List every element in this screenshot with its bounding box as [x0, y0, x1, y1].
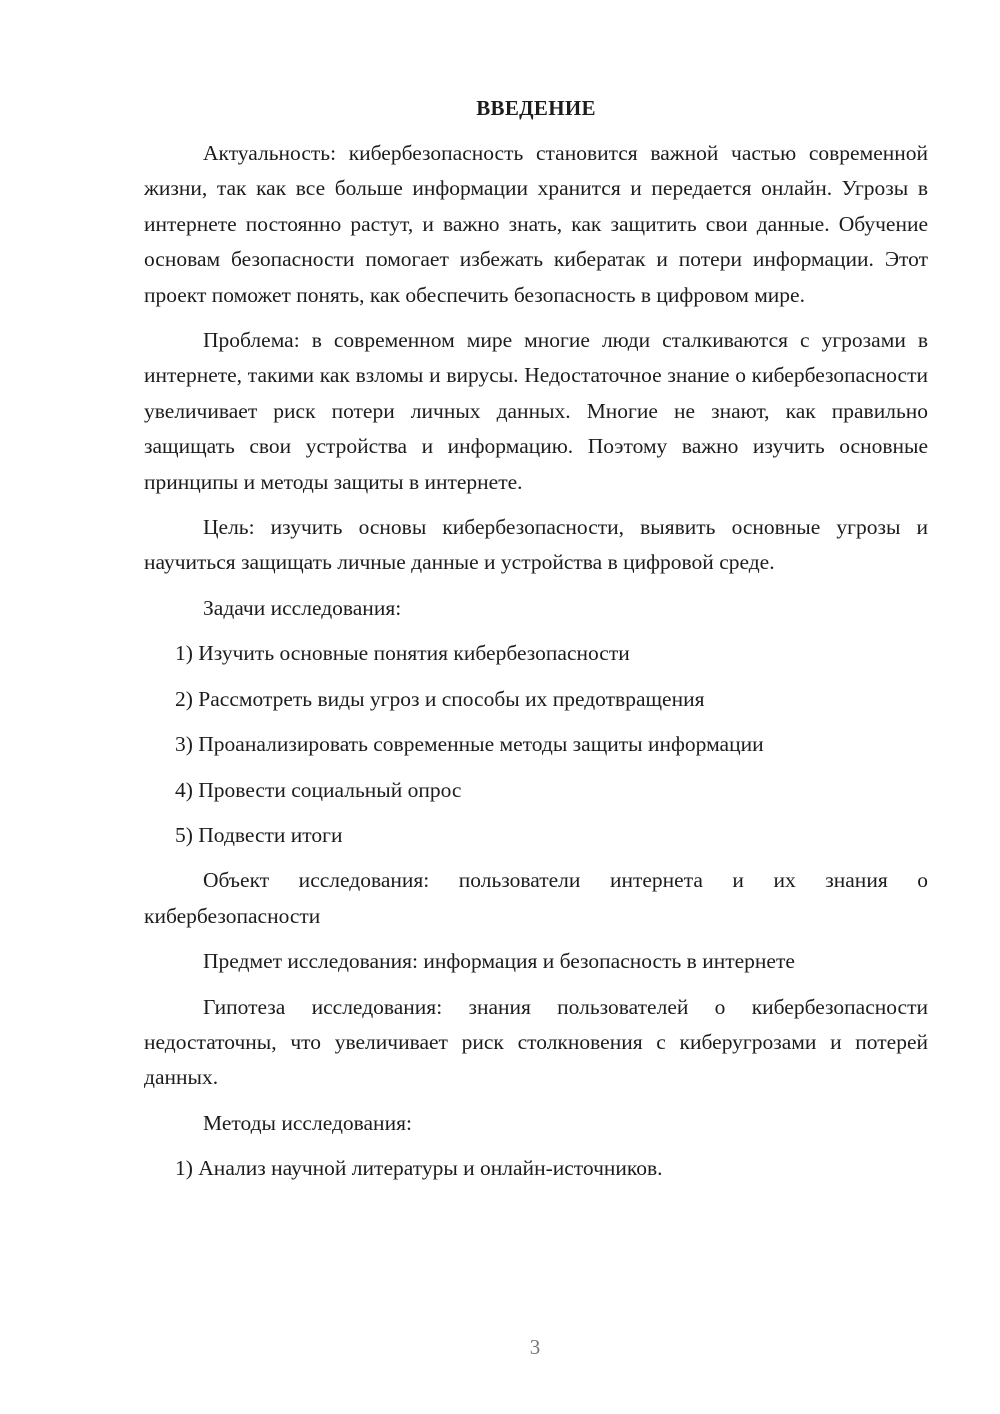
tasks-heading: Задачи исследования:	[203, 595, 402, 620]
task-item: 3) Проанализировать современные методы защиты информации	[175, 732, 764, 757]
hypothesis-paragraph: Гипотеза исследования: знания пользователей о кибербезопасности недостаточны, что увеличивает риск столкновения с киберугрозами и потерей данных.	[144, 994, 928, 1090]
subject-paragraph: Предмет исследования: информация и безопасность в интернете	[203, 949, 795, 974]
relevance-paragraph: Актуальность: кибербезопасность становится важной частью современной жизни, так как все больше информации хранится и передается онлайн. Угрозы в интернете постоянно растут, и важно знать, как защитить свои данные. Обучение основам безопасности помогает избежать кибератак и потери информации. Этот проект поможет понять, как обеспечить безопасность в цифровом мире.	[144, 141, 928, 307]
object-paragraph: Объект исследования: пользователи интернета и их знания о кибербезопасности	[144, 868, 928, 928]
method-item: 1) Анализ научной литературы и онлайн-источников.	[175, 1156, 663, 1181]
task-item: 1) Изучить основные понятия кибербезопасности	[175, 641, 630, 666]
task-item: 2) Рассмотреть виды угроз и способы их предотвращения	[175, 686, 705, 711]
task-item: 5) Подвести итоги	[175, 822, 343, 847]
page-number: 3	[529, 1335, 541, 1359]
page-title: ВВЕДЕНИЕ	[476, 96, 596, 120]
document-page	[144, 92, 928, 1187]
methods-heading: Методы исследования:	[203, 1110, 412, 1135]
goal-paragraph: Цель: изучить основы кибербезопасности, выявить основные угрозы и научиться защищать личные данные и устройства в цифровой среде.	[144, 515, 928, 575]
problem-paragraph: Проблема: в современном мире многие люди сталкиваются с угрозами в интернете, такими как взломы и вирусы. Недостаточное знание о кибербезопасности увеличивает риск потери личных данных. Многие не знают, как правильно защищать свои устройства и информацию. Поэтому важно изучить основные принципы и методы защиты в интернете.	[144, 328, 928, 494]
task-item: 4) Провести социальный опрос	[175, 777, 462, 802]
